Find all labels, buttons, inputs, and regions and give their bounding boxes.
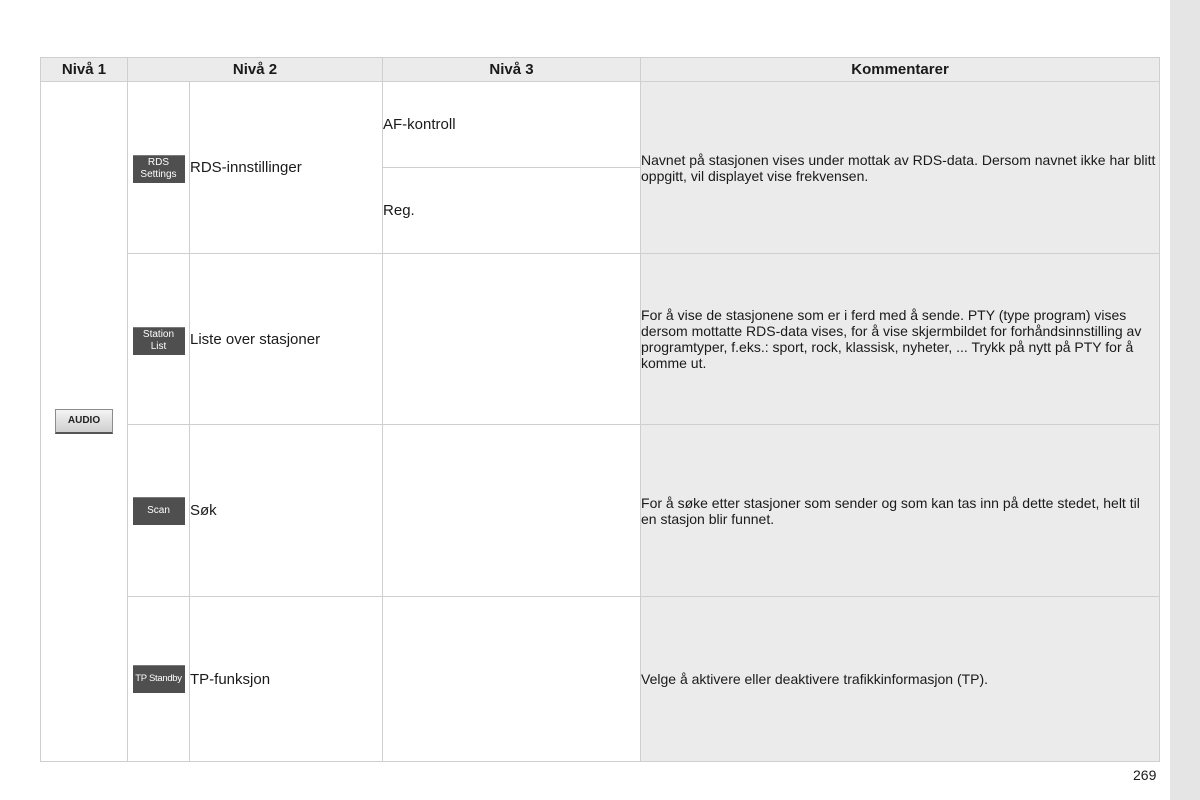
table-row: [41, 425, 1160, 597]
comment-text: Velge å aktivere eller deaktivere trafikkinformasjon (TP).: [641, 597, 1160, 762]
header-level3: Nivå 3: [383, 58, 641, 82]
table-row: [41, 597, 1160, 762]
icon-text: RDS: [147, 157, 170, 168]
comment-text: For å vise de stasjonene som er i ferd med å sende. PTY (type program) vises dersom mottatte RDS-data vises, for å vise skjermbildet for forhåndsinnstilling av programtyper, f.eks.: sport, rock, klassisk, nyheter, ... Trykk på nytt på PTY for å komme ut.: [641, 254, 1160, 425]
page-number: 269: [1133, 767, 1157, 783]
icon-text: Station: [142, 328, 175, 340]
level3-empty: [383, 425, 641, 597]
icon-text: Scan: [147, 504, 170, 516]
station-list-icon[interactable]: [133, 327, 185, 355]
table-row: [41, 254, 1160, 425]
level1-cell: [41, 82, 128, 762]
icon-cell: [128, 425, 190, 597]
menu-label: TP-funksjon: [190, 597, 383, 762]
menu-label: Liste over stasjoner: [190, 254, 383, 425]
comment-text: Navnet på stasjonen vises under mottak av RDS-data. Dersom navnet ikke har blitt oppgitt, vil displayet vise frekvensen.: [641, 82, 1160, 254]
header-comments: Kommentarer: [641, 58, 1160, 82]
header-level1: Nivå 1: [41, 58, 128, 82]
comment-text: For å søke etter stasjoner som sender og som kan tas inn på dette stedet, helt til en stasjon blir funnet.: [641, 425, 1160, 597]
icon-text: TP Standby: [135, 673, 182, 684]
icon-text: List: [150, 340, 167, 352]
menu-label: RDS-innstillinger: [190, 82, 383, 254]
level3-empty: [383, 254, 641, 425]
menu-table: [40, 57, 1160, 762]
icon-cell: [128, 597, 190, 762]
table-row: [41, 82, 1160, 168]
tp-standby-icon[interactable]: [133, 665, 185, 693]
icon-text: Settings: [140, 169, 177, 180]
icon-cell: [128, 254, 190, 425]
scan-icon[interactable]: [133, 497, 185, 525]
level3-empty: [383, 597, 641, 762]
level3-item: AF-kontroll: [383, 82, 641, 168]
page-edge-bar: [1170, 0, 1200, 800]
level3-item: Reg.: [383, 168, 641, 254]
rds-settings-icon[interactable]: [133, 155, 185, 183]
header-row: [41, 58, 1160, 82]
menu-label: Søk: [190, 425, 383, 597]
header-level2: Nivå 2: [128, 58, 383, 82]
audio-button[interactable]: AUDIO: [55, 409, 113, 434]
icon-cell: [128, 82, 190, 254]
